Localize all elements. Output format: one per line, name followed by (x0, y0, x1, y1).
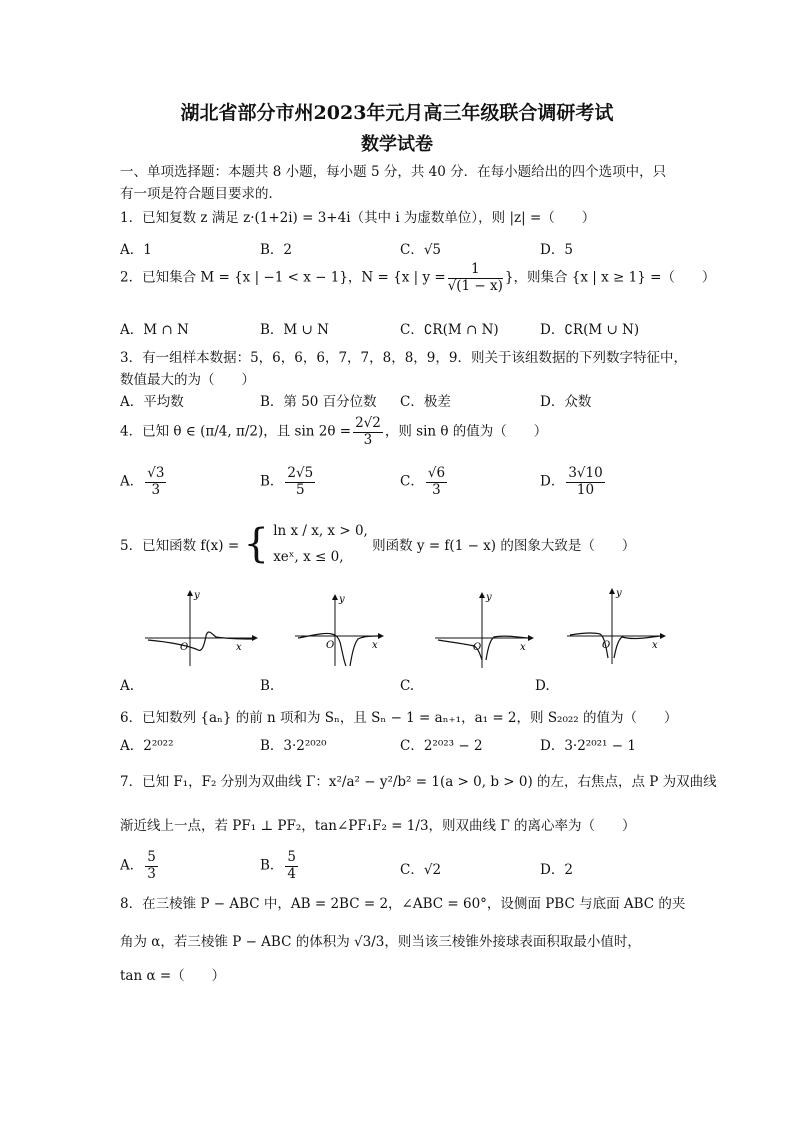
q7-stem-line1: 7．已知 F₁，F₂ 分别为双曲线 Γ：x²/a² − y²/b² = 1(a > 0, b > 0) 的左，右焦点，点 P 为双曲线 (120, 774, 717, 790)
q1-stem: 1．已知复数 z 满足 z·(1+2i) = 3+4i（其中 i 为虚数单位），则 |z| =（ ） (120, 210, 596, 226)
q5-graph-c-origin: O (473, 642, 482, 653)
q7-option-b-label: B． (260, 857, 284, 874)
q5-cases (273, 518, 368, 570)
q5-graph-b-curve (298, 633, 378, 666)
q1-option-a[interactable]: A．1 (120, 242, 152, 258)
q5-graph-a-origin: O (180, 642, 189, 653)
q5-graph-a-y-label: y (194, 590, 200, 601)
q2-stem-part1: 2．已知集合 M = {x | −1 < x − 1}，N = {x | y = (120, 269, 446, 286)
q4-option-d[interactable] (540, 466, 607, 498)
q5-option-b[interactable]: B. (260, 678, 275, 694)
q4-option-b-frac (285, 466, 315, 498)
q5-graph-c-y-arrow (479, 592, 485, 598)
q5-graph-d-curve (570, 633, 660, 658)
q4-option-a[interactable] (120, 466, 168, 498)
q7-option-c-text: √2 (423, 862, 442, 878)
q5-graph-c-x-arrow (528, 635, 534, 641)
section-instruction-line2: 有一项是符合题目要求的． (120, 186, 282, 202)
q5-graph-d (562, 586, 672, 666)
q2-stem (120, 262, 715, 294)
q8-stem-line1: 8．在三棱锥 P − ABC 中，AB = 2BC = 2，∠ABC = 60°，设侧面 PBC 与底面 ABC 的夹 (120, 896, 686, 912)
q3-option-a[interactable]: A．平均数 (120, 394, 184, 410)
q5-graph-a-x-label: x (236, 642, 242, 653)
q7-option-d[interactable] (540, 858, 573, 878)
q5-graph-d-y-arrow (609, 588, 615, 594)
q7-option-a-den: 3 (147, 865, 156, 882)
q3-option-b[interactable]: B．第 50 百分位数 (260, 394, 377, 410)
q5-graph-a (140, 588, 260, 668)
q7-option-b-num: 5 (287, 849, 297, 865)
q3-option-c[interactable]: C．极差 (400, 394, 451, 410)
q4-fraction (353, 416, 383, 448)
q4-option-a-frac (145, 466, 166, 498)
q5-graph-b-y-label: y (339, 594, 345, 605)
q4-option-b-den: 5 (296, 481, 305, 498)
q5-graph-c-x-label: x (520, 642, 526, 653)
q4-option-b-num: 2√5 (287, 465, 314, 481)
q5-case1: ln x / x, x > 0, (273, 523, 368, 539)
q5-graph-a-y-arrow (187, 590, 193, 596)
q5-graph-a-x-arrow (252, 635, 258, 641)
q7-option-b-den: 4 (287, 865, 297, 882)
q4-option-d-den: 10 (576, 481, 595, 498)
q7-option-d-label: D． (540, 862, 565, 878)
q5-graph-b-x-label: x (372, 640, 378, 651)
q4-option-d-frac (566, 466, 604, 498)
q4-option-d-num: 3√10 (568, 465, 603, 481)
exam-subtitle: 数学试卷 (361, 134, 433, 155)
q4-stem (120, 416, 547, 448)
q6-option-a[interactable]: A．2²⁰²² (120, 738, 174, 754)
q1-option-c[interactable]: C．√5 (400, 242, 442, 258)
q4-option-b[interactable] (260, 466, 317, 498)
q5-graph-b-y-arrow (332, 594, 338, 600)
q7-option-b[interactable] (260, 850, 300, 882)
q4-option-c-frac (426, 466, 447, 498)
q5-graph-d-origin: O (602, 640, 611, 651)
q6-option-b[interactable]: B．3·2²⁰²⁰ (260, 738, 327, 754)
q5-graph-c-y-label: y (486, 592, 492, 603)
q1-option-b[interactable]: B．2 (260, 242, 293, 258)
q2-fraction (448, 262, 503, 294)
q7-option-d-text: 2 (564, 862, 573, 878)
q5-graph-d-x-arrow (660, 633, 666, 639)
q4-option-c-den: 3 (432, 481, 441, 498)
q5-option-a[interactable]: A. (120, 678, 135, 694)
q7-option-a-frac (145, 850, 158, 882)
q5-graph-c (430, 590, 540, 670)
q4-stem-part2: ，则 sin θ 的值为（ ） (384, 423, 548, 440)
q4-option-c[interactable] (400, 466, 449, 498)
q4-stem-part1: 4．已知 θ ∈ (π/4, π/2)，且 sin 2θ = (120, 423, 352, 440)
q7-option-c[interactable] (400, 858, 441, 878)
q4-option-c-label: C． (400, 473, 424, 490)
q3-stem-line1: 3．有一组样本数据：5，6，6，6，7，7，8，8，9，9．则关于该组数据的下列数字特征中， (120, 350, 687, 366)
q7-option-b-frac (285, 850, 298, 882)
q5-graph-c-curve (438, 636, 528, 660)
q5-graph-b-x-arrow (378, 633, 384, 639)
q3-stem-line2: 数值最大的为（ ） (120, 372, 255, 388)
q8-stem-line3: tan α =（ ） (120, 968, 226, 984)
q2-frac-num: 1 (448, 262, 503, 279)
q5-stem-part2: 则函数 y = f(1 − x) 的图象大致是（ ） (372, 538, 636, 554)
q4-option-c-num: √6 (427, 465, 446, 481)
q5-option-d[interactable]: D. (535, 678, 550, 694)
q5-graph-b-origin: O (326, 640, 335, 651)
q2-option-a[interactable]: A．M ∩ N (120, 322, 189, 338)
q5-case2: xeˣ, x ≤ 0, (273, 549, 344, 565)
q5-graph-d-y-label: y (616, 588, 622, 599)
q5-option-c[interactable]: C. (400, 678, 415, 694)
q5-graph-d-x-label: x (652, 640, 658, 651)
section-instruction-line1: 一、单项选择题：本题共 8 小题，每小题 5 分，共 40 分．在每小题给出的四个选项中，只 (120, 164, 667, 180)
q5-stem (120, 518, 635, 570)
q6-option-d[interactable]: D．3·2²⁰²¹ − 1 (540, 738, 636, 754)
exam-title: 湖北省部分市州2023年元月高三年级联合调研考试 (180, 102, 614, 124)
q6-option-c[interactable]: C．2²⁰²³ − 2 (400, 738, 483, 754)
q5-graph-b (290, 592, 390, 672)
q4-option-a-den: 3 (151, 481, 161, 498)
q7-option-a-num: 5 (147, 849, 156, 865)
q4-frac-num: 2√2 (355, 415, 381, 431)
q6-stem: 6．已知数列 {aₙ} 的前 n 项和为 Sₙ，且 Sₙ − 1 = aₙ₊₁，a₁ = 2，则 S₂₀₂₂ 的值为（ ） (120, 710, 678, 726)
q7-stem-line2: 渐近线上一点，若 PF₁ ⊥ PF₂，tan∠PF₁F₂ = 1/3，则双曲线 Γ 的离心率为（ ） (120, 818, 636, 834)
q4-option-d-label: D． (540, 473, 565, 490)
q1-option-d[interactable]: D．5 (540, 242, 573, 258)
q2-option-b[interactable]: B．M ∪ N (260, 322, 329, 338)
q7-option-a-label: A． (120, 857, 144, 874)
q5-stem-part1: 5．已知函数 f(x) = (120, 538, 240, 554)
q3-option-d[interactable]: D．众数 (540, 394, 592, 410)
q2-option-c[interactable]: C．∁R(M ∩ N) (400, 322, 499, 338)
q2-frac-den: √(1 − x) (447, 277, 503, 294)
q4-option-a-label: A． (120, 473, 144, 490)
q7-option-a[interactable] (120, 850, 160, 882)
q7-option-c-label: C． (400, 862, 424, 878)
q2-stem-part2: }，则集合 {x | x ≥ 1} =（ ） (504, 269, 716, 286)
q8-stem-line2: 角为 α，若三棱锥 P − ABC 的体积为 √3/3，则当该三棱锥外接球表面积取最小值时， (120, 934, 641, 950)
q4-frac-den: 3 (363, 431, 373, 448)
q2-option-d[interactable]: D．∁R(M ∪ N) (540, 322, 640, 338)
q4-option-b-label: B． (260, 473, 284, 490)
q4-option-a-num: √3 (147, 465, 165, 481)
q5-brace: { (243, 521, 269, 567)
